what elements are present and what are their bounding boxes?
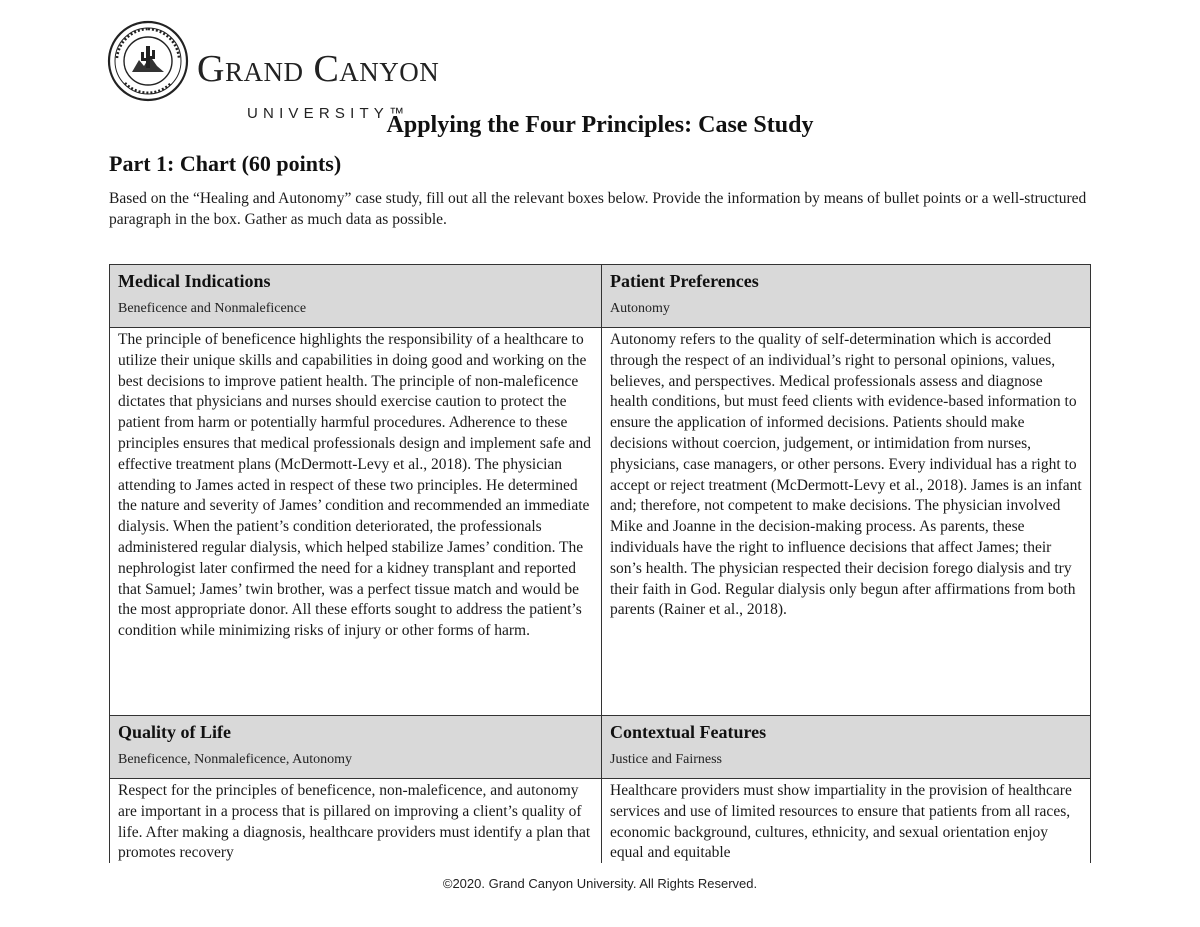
quality-of-life-cell[interactable]: [110, 779, 602, 863]
medical-indications-header: [110, 265, 602, 328]
document-title: Applying the Four Principles: Case Study: [386, 112, 814, 138]
contextual-features-title: Contextual Features: [610, 722, 767, 742]
quality-of-life-subtitle: Beneficence, Nonmaleficence, Autonomy: [118, 752, 353, 767]
medical-indications-text: The principle of beneficence highlights the responsibility of a healthcare to utilize their unique skills and capabilities in doing good and working on the best decisions to improve patient health. The principle of non-maleficence dictates that physicians and nurses should exercise caution to protect the patient from harm or potentially harmful procedures. Adherence to these principles ensures that medical professionals design and implement safe and effective treatment plans (McDermott-Levy et al., 2018). The physician attending to James acted in respect of these two principles. He determined the nature and severity of James’ condition and recommended an immediate dialysis. When the patient’s condition deteriorated, the professionals administered regular dialysis, which helped stabilize James’ condition. The nephrologist later confirmed the need for a kidney transplant and reported that Samuel; James’ twin brother, was a perfect tissue match and would be the most appropriate donor. All these efforts sought to address the patient’s condition while minimizing risks of injury or other forms of harm.: [118, 331, 592, 640]
medical-indications-cell[interactable]: [110, 328, 602, 716]
contextual-features-cell[interactable]: [602, 779, 1091, 863]
patient-preferences-header: [602, 265, 1091, 328]
quality-of-life-text: Respect for the principles of beneficence, non-maleficence, and autonomy are important in a process that is pillared on improving a client’s quality of life. After making a diagnosis, healthcare providers must identify a plan that promotes recovery: [118, 782, 591, 862]
contextual-features-header: [602, 716, 1091, 779]
patient-preferences-title: Patient Preferences: [610, 271, 759, 291]
quality-of-life-header: [110, 716, 602, 779]
university-logo: [107, 20, 527, 122]
patient-preferences-cell[interactable]: [602, 328, 1091, 716]
logo-name-line1: Grand Canyon: [197, 48, 440, 90]
logo-name-line2: UNIVERSITY™: [247, 105, 410, 122]
four-principles-chart: [109, 264, 1091, 863]
university-seal-icon: [107, 20, 189, 102]
contextual-features-text: Healthcare providers must show impartiality in the provision of healthcare services and use of limited resources to ensure that patients from all races, economic background, cultures, ethnicity, and sexual orientation enjoy equal and equitable: [610, 782, 1072, 862]
patient-preferences-subtitle: Autonomy: [610, 301, 670, 316]
patient-preferences-text: Autonomy refers to the quality of self-determination which is accorded through the respect of an individual’s right to personal opinions, values, believes, and perspectives. Medical professionals assess and diagnose health conditions, but must feed clients with evidence-based information to ensure the application of informed decisions. Patients should make decisions without coercion, judgement, or intimidation from nurses, physicians, case managers, or other persons. Every individual has a right to accept or reject treatment (McDermott-Levy et al., 2018). James is an infant and; therefore, not competent to make decisions. The physician involved Mike and Joanne in the decision-making process. As parents, these individuals have the right to influence decisions that affect James; their son’s health. The physician respected their decision forego dialysis and try their faith in God. Regular dialysis only begun after affirmations from both parents (Rainer et al., 2018).: [610, 331, 1082, 619]
part-heading: Part 1: Chart (60 points): [109, 151, 342, 176]
medical-indications-subtitle: Beneficence and Nonmaleficence: [118, 301, 307, 316]
copyright-footer: ©2020. Grand Canyon University. All Rights Reserved.: [442, 876, 758, 891]
instructions-paragraph: Based on the “Healing and Autonomy” case study, fill out all the relevant boxes below. Provide the information by means of bullet points or a well-structured paragraph in the box. Gather as much data as possible.: [109, 190, 1087, 228]
contextual-features-subtitle: Justice and Fairness: [610, 752, 722, 767]
medical-indications-title: Medical Indications: [118, 271, 271, 291]
quality-of-life-title: Quality of Life: [118, 722, 231, 742]
